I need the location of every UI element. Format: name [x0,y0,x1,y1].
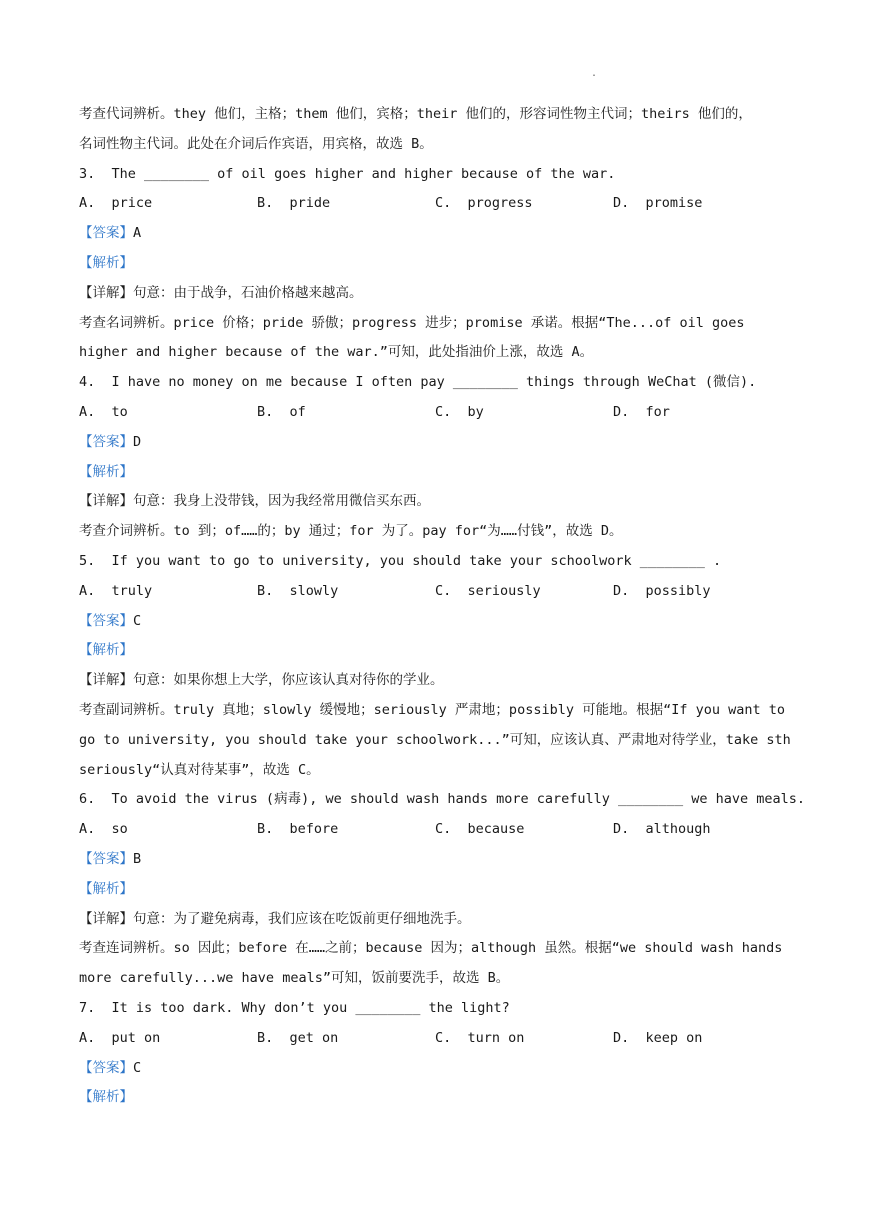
options-row [79,398,791,428]
explanation-text: 考查名词辨析。price 价格；pride 骄傲；progress 进步；promise 承诺。根据“The...of oil goes higher and higher because of the war.”可知，此处指油价上涨，故选 A。 [79,314,745,361]
analysis-line [79,1083,791,1113]
question-stem: 4. I have no money on me because I often pay ________ things through WeChat (微信). [79,374,757,391]
analysis-tag: 【解析】 [79,880,133,897]
analysis-line [79,458,791,488]
detail-line [79,487,791,517]
answer-tag: 【答案】 [79,433,133,450]
option-d: D. keep on [613,1029,703,1046]
analysis-tag: 【解析】 [79,1089,133,1106]
answer-line [79,219,791,249]
header-dot: . [591,68,598,79]
question-stem: 7. It is too dark. Why don’t you ________ the light? [79,999,510,1016]
option-b: B. slowly [257,582,339,599]
answer-tag: 【答案】 [79,225,133,242]
intro-line-1: 考查代词辨析。they 他们，主格；them 他们，宾格；their 他们的，形容词性物主代词；theirs 他们的， [79,106,752,122]
intro-line-2: 名词性物主代词。此处在介词后作宾语，用宾格，故选 B。 [79,135,433,152]
option-d: D. for [613,403,670,420]
option-b: B. get on [257,1029,339,1046]
answer-value: A [133,225,142,242]
answer-value: D [133,433,142,450]
option-d: D. promise [613,195,703,212]
answer-tag: 【答案】 [79,850,133,867]
analysis-tag: 【解析】 [79,254,133,271]
question-6 [79,785,805,994]
option-a: A. put on [79,1029,161,1046]
option-b: B. before [257,821,339,838]
question-stem: 6. To avoid the virus (病毒), we should wash hands more carefully ________ we have meals. [79,791,805,808]
option-c: C. progress [435,195,533,212]
detail-tag: 【详解】 [79,284,133,301]
answer-value: B [133,850,142,867]
explanation-text: 考查介词辨析。to 到；of……的；by 通过；for 为了。pay for“为……付钱”，故选 D。 [79,523,623,540]
detail-tag: 【详解】 [79,493,133,510]
detail-text: 句意：为了避免病毒，我们应该在吃饭前更仔细地洗手。 [133,910,471,927]
option-c: C. turn on [435,1029,525,1046]
option-a: A. price [79,195,153,212]
options-row [79,577,791,607]
answer-line [79,1054,791,1084]
question-4 [79,368,791,547]
analysis-tag: 【解析】 [79,463,133,480]
option-d: D. although [613,821,711,838]
options-row [79,189,791,219]
detail-text: 句意：由于战争，石油价格越来越高。 [133,284,363,301]
option-a: A. so [79,821,128,838]
answer-line [79,607,791,637]
question-stem: 5. If you want to go to university, you should take your schoolwork ________ . [79,552,722,569]
document-body [79,100,805,1113]
detail-text: 句意：我身上没带钱，因为我经常用微信买东西。 [133,493,430,510]
option-a: A. truly [79,582,153,599]
option-b: B. pride [257,195,331,212]
options-row [79,815,791,845]
analysis-line [79,249,791,279]
analysis-tag: 【解析】 [79,642,133,659]
detail-text: 句意：如果你想上大学，你应该认真对待你的学业。 [133,672,444,689]
question-stem: 3. The ________ of oil goes higher and higher because of the war. [79,165,616,182]
detail-line [79,666,791,696]
answer-tag: 【答案】 [79,612,133,629]
option-b: B. of [257,403,306,420]
options-row [79,1024,791,1054]
answer-tag: 【答案】 [79,1059,133,1076]
explanation-text: 考查连词辨析。so 因此；before 在……之前；because 因为；although 虽然。根据“we should wash hands more carefully...we have meals”可知，饭前要洗手，故选 B。 [79,940,783,987]
answer-line [79,845,791,875]
explanation-text: 考查副词辨析。truly 真地；slowly 缓慢地；seriously 严肃地；possibly 可能地。根据“If you want to go to university, you should take your schoolwork...”可知，应该认真、严肃地对待学业，take sth seriously“认真对待某事”，故选 C。 [79,701,791,778]
detail-tag: 【详解】 [79,672,133,689]
option-c: C. because [435,821,525,838]
question-7 [79,994,791,1113]
detail-line [79,905,791,935]
analysis-line [79,636,791,666]
answer-value: C [133,1059,142,1076]
option-c: C. by [435,403,484,420]
analysis-line [79,875,791,905]
detail-tag: 【详解】 [79,910,133,927]
detail-line [79,279,791,309]
question-5 [79,547,791,785]
option-d: D. possibly [613,582,711,599]
answer-line [79,428,791,458]
question-3 [79,160,791,369]
option-c: C. seriously [435,582,541,599]
option-a: A. to [79,403,128,420]
answer-value: C [133,612,142,629]
